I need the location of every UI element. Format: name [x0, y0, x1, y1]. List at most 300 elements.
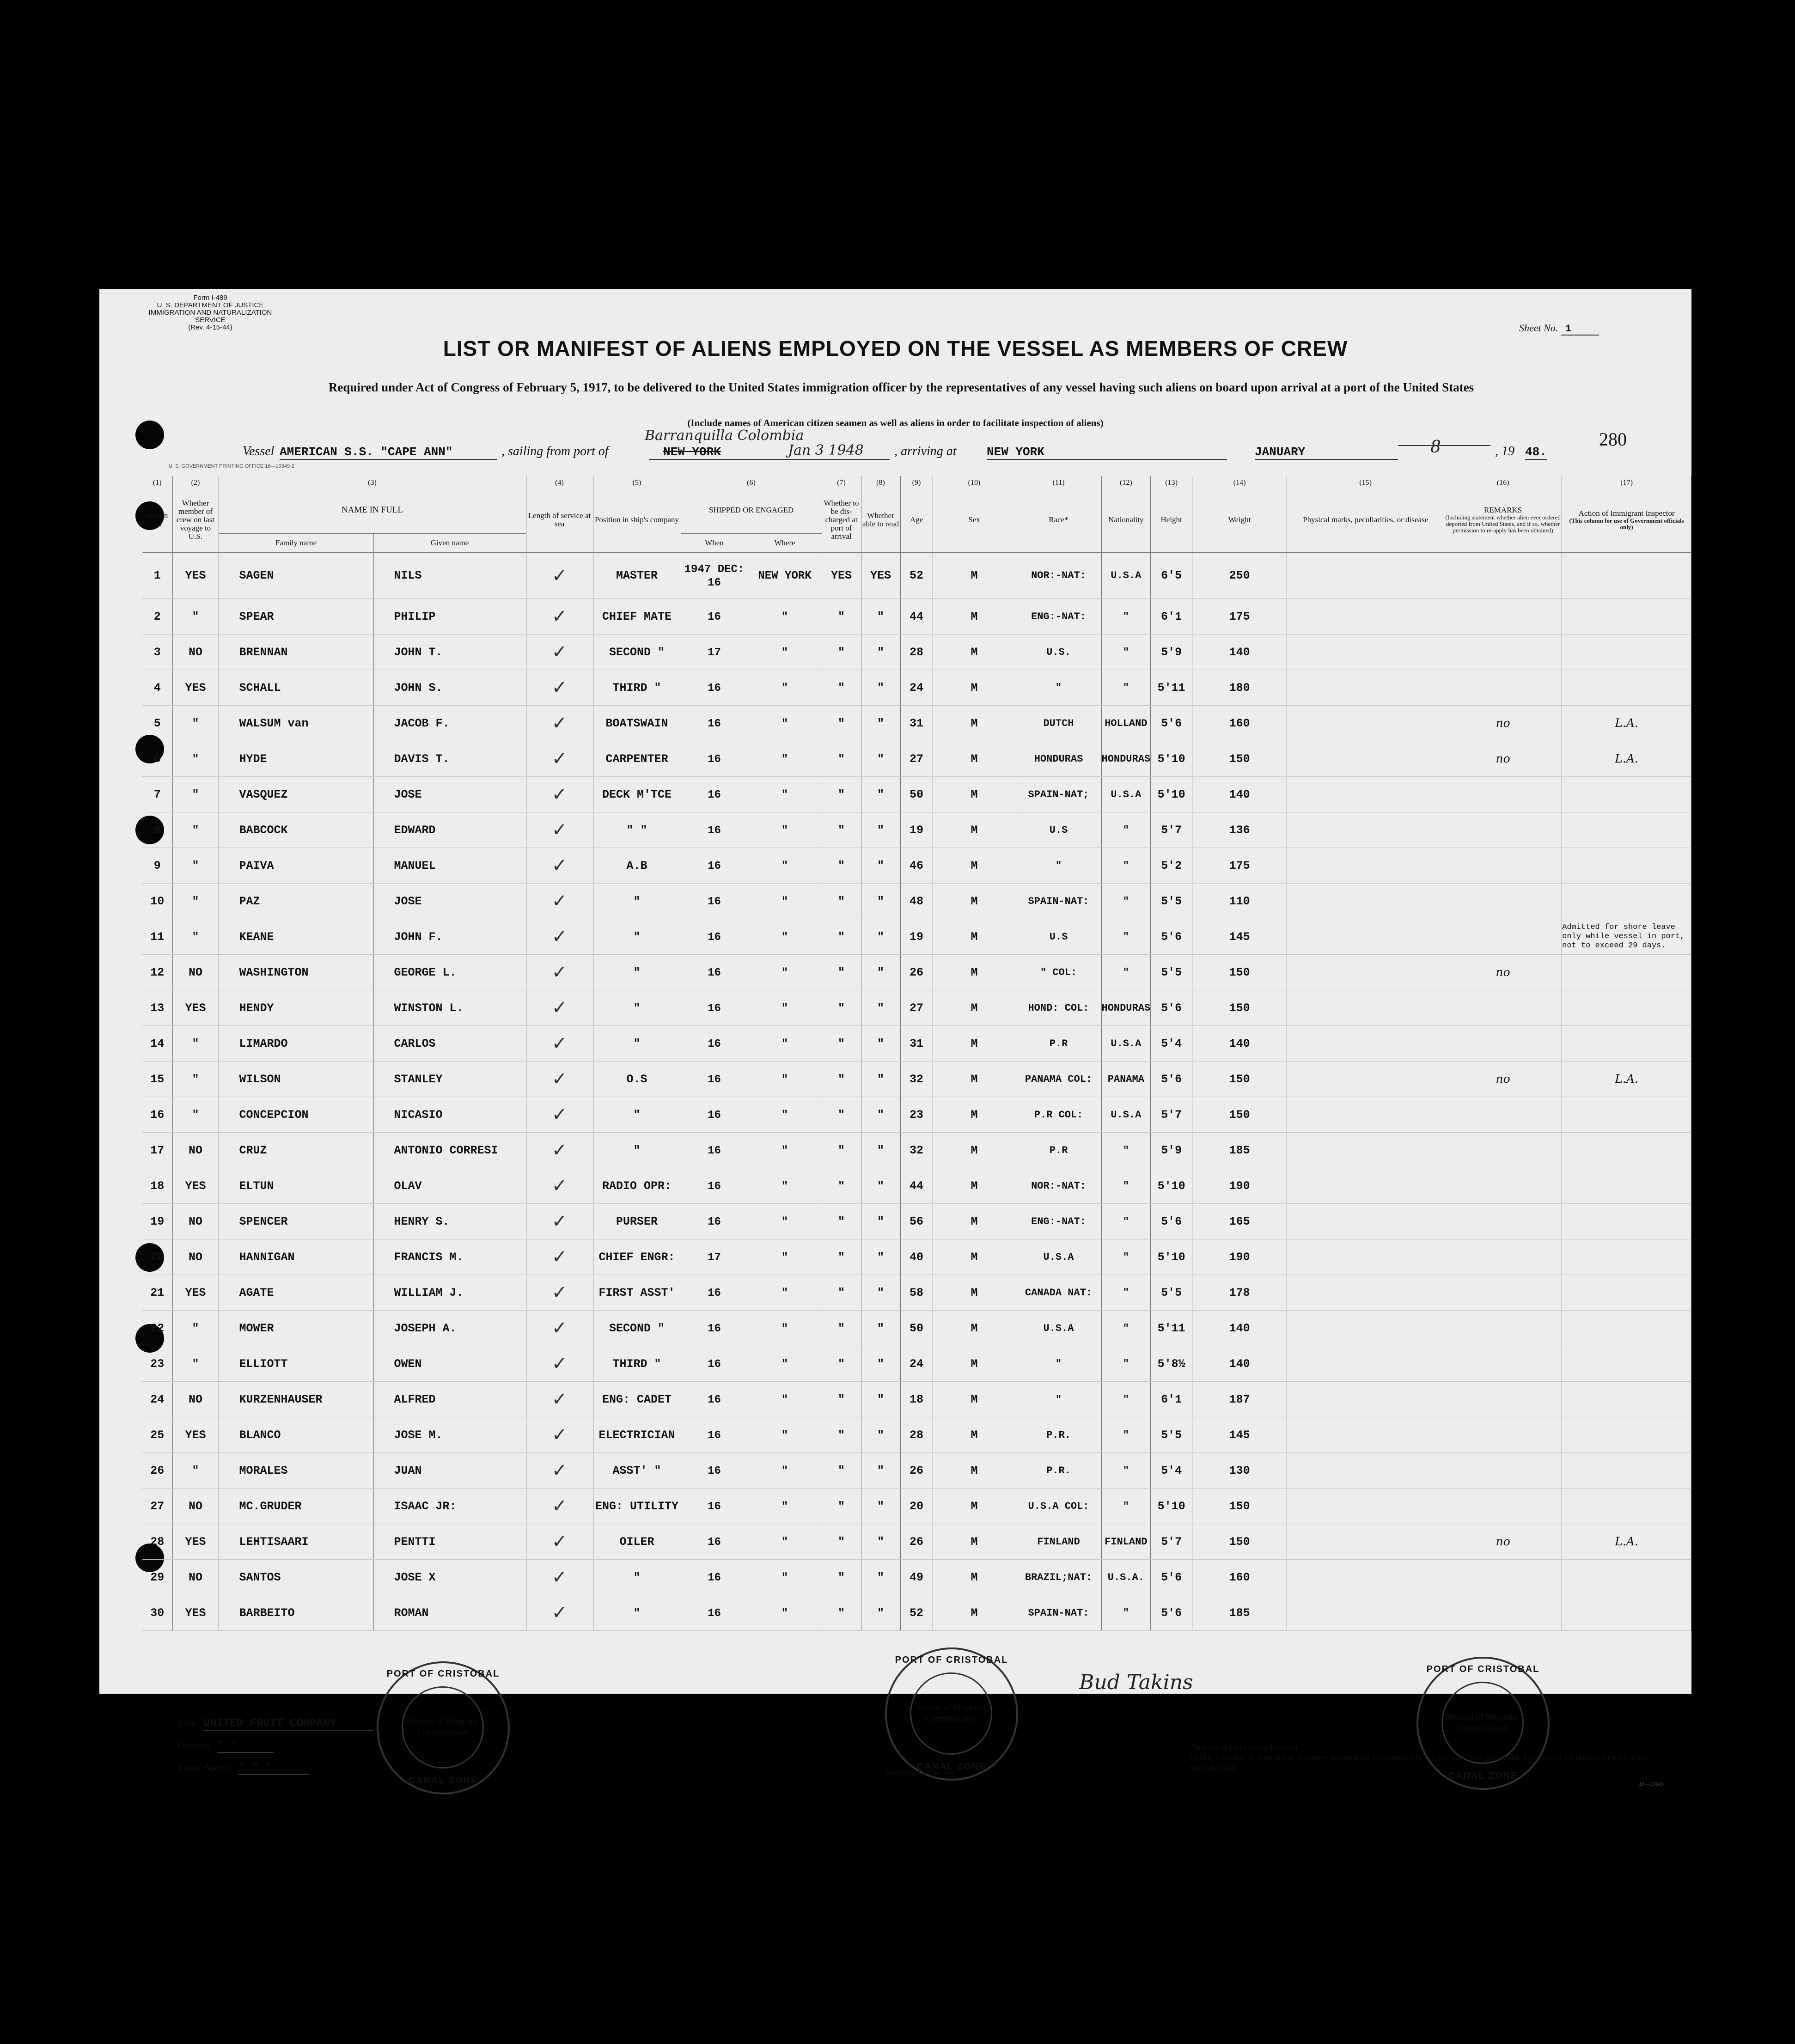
row-sex-text: M	[971, 1464, 978, 1477]
header-where: Where	[748, 534, 822, 553]
row-height	[1151, 777, 1192, 812]
check-mark-icon: ✓	[551, 677, 568, 698]
row-position-text: MASTER	[616, 569, 658, 582]
row-number	[142, 553, 172, 599]
row-given-name	[373, 1097, 526, 1133]
row-age-text: 58	[909, 1286, 923, 1300]
row-shipped-when	[681, 553, 748, 599]
row-shipped-when	[681, 955, 748, 990]
row-shipped-when	[681, 1346, 748, 1382]
row-height	[1151, 1275, 1192, 1311]
row-family-name-text: KEANE	[239, 930, 274, 944]
row-family-name	[219, 670, 373, 706]
row-physical	[1287, 1204, 1444, 1239]
row-position-text: "	[633, 1037, 641, 1050]
row-family-name	[219, 919, 373, 955]
vessel-label: Vessel	[243, 444, 275, 458]
row-remarks	[1444, 1204, 1562, 1239]
row-length-service	[526, 1453, 593, 1489]
row-age	[900, 1311, 933, 1346]
row-nationality-text: "	[1123, 1500, 1129, 1512]
row-position	[593, 1062, 681, 1097]
row-given-name-text: ISAAC JR:	[394, 1499, 457, 1513]
row-number-text: 14	[150, 1037, 165, 1050]
header-shipped-engaged: SHIPPED OR ENGAGED	[681, 487, 822, 534]
row-sex-text: M	[971, 1535, 978, 1549]
row-given-name	[373, 599, 526, 635]
row-length-service	[526, 599, 593, 635]
row-last-voyage	[172, 553, 219, 599]
row-age-text: 19	[909, 930, 923, 944]
row-weight-text: 187	[1229, 1392, 1250, 1406]
row-shipped-where	[748, 919, 822, 955]
row-height-text: 5'9	[1161, 1143, 1182, 1157]
row-action-text: Admitted for shore leave only while vessel in port, not to exceed 29 days.	[1562, 923, 1685, 950]
row-race	[1016, 1275, 1101, 1311]
row-discharged-text: "	[837, 1392, 845, 1406]
row-able-read-text: "	[877, 1179, 884, 1193]
row-given-name	[373, 1382, 526, 1417]
sheet-label: Sheet No.	[1519, 322, 1558, 334]
row-nationality-text: "	[1123, 1464, 1129, 1477]
row-given-name	[373, 777, 526, 812]
row-race	[1016, 1097, 1101, 1133]
row-discharged	[822, 1168, 861, 1204]
row-given-name-text: ALFRED	[394, 1392, 436, 1406]
row-age-text: 46	[909, 859, 923, 873]
row-shipped-when	[681, 670, 748, 706]
line-label: Line	[178, 1717, 196, 1728]
row-position	[593, 1524, 681, 1560]
row-shipped-where	[748, 741, 822, 777]
row-last-voyage-text: YES	[185, 681, 206, 695]
stamp-top: PORT OF CRISTOBAL	[895, 1655, 1008, 1665]
row-last-voyage-text: NO	[188, 1499, 202, 1513]
row-able-read	[861, 1239, 900, 1275]
check-mark-icon: ✓	[551, 1246, 568, 1268]
row-able-read	[861, 1133, 900, 1168]
row-age	[900, 1133, 933, 1168]
row-remarks	[1444, 1382, 1562, 1417]
row-race	[1016, 1204, 1101, 1239]
row-shipped-when-text: 16	[708, 860, 721, 873]
row-family-name-text: AGATE	[239, 1286, 274, 1300]
row-family-name	[219, 553, 373, 599]
row-shipped-when-text: 16	[708, 1536, 721, 1549]
row-action	[1562, 599, 1691, 635]
row-number-text: 8	[153, 823, 161, 837]
row-discharged	[822, 919, 861, 955]
row-shipped-where	[748, 1595, 822, 1631]
row-shipped-when	[681, 599, 748, 635]
row-height-text: 5'4	[1161, 1037, 1182, 1050]
row-weight	[1192, 1560, 1287, 1595]
row-age	[900, 1239, 933, 1275]
row-family-name-text: VASQUEZ	[239, 787, 288, 801]
row-given-name	[373, 635, 526, 670]
row-remarks	[1444, 1560, 1562, 1595]
row-last-voyage	[172, 1168, 219, 1204]
row-shipped-when	[681, 812, 748, 848]
row-nationality	[1101, 1133, 1151, 1168]
row-number-text: 5	[153, 716, 161, 730]
row-last-voyage	[172, 1346, 219, 1382]
table-row	[142, 1489, 1691, 1524]
row-sex-text: M	[971, 823, 978, 837]
row-shipped-where	[748, 1026, 822, 1062]
row-shipped-where-text: "	[781, 1464, 788, 1477]
footer-agents	[178, 1761, 309, 1774]
row-discharged-text: "	[837, 610, 845, 623]
row-number	[142, 1168, 172, 1204]
row-able-read	[861, 1560, 900, 1595]
row-given-name	[373, 884, 526, 919]
vessel-line	[243, 427, 1606, 463]
row-able-read-text: "	[877, 1357, 884, 1371]
row-shipped-where-text: "	[781, 860, 788, 873]
row-nationality-text: "	[1123, 860, 1129, 872]
row-race	[1016, 812, 1101, 848]
row-weight	[1192, 777, 1287, 812]
row-remarks	[1444, 1524, 1562, 1560]
row-height	[1151, 553, 1192, 599]
row-given-name	[373, 1168, 526, 1204]
signature: Bud Takins	[1079, 1671, 1193, 1694]
row-able-read	[861, 848, 900, 884]
row-length-service	[526, 1595, 593, 1631]
row-able-read	[861, 812, 900, 848]
row-remarks	[1444, 1489, 1562, 1524]
col-num: (14)	[1192, 476, 1287, 487]
row-given-name-text: STANLEY	[394, 1072, 443, 1086]
row-weight	[1192, 848, 1287, 884]
row-sex	[933, 1311, 1016, 1346]
row-age	[900, 812, 933, 848]
stamp-port-of-cristobal	[885, 1647, 1018, 1781]
row-given-name-text: ROMAN	[394, 1606, 429, 1620]
row-sex-text: M	[971, 569, 978, 582]
row-number	[142, 1239, 172, 1275]
row-age-text: 32	[909, 1072, 923, 1086]
row-shipped-when	[681, 848, 748, 884]
immigrant-inspector-label: Immigrant Inspector	[885, 1768, 954, 1777]
row-nationality	[1101, 1489, 1151, 1524]
row-remarks-text: no	[1496, 716, 1510, 730]
table-row	[142, 670, 1691, 706]
row-race	[1016, 777, 1101, 812]
row-given-name	[373, 1133, 526, 1168]
row-length-service	[526, 1168, 593, 1204]
row-sex-text: M	[971, 716, 978, 730]
row-age	[900, 635, 933, 670]
row-shipped-where-text: "	[781, 646, 788, 659]
row-physical	[1287, 1026, 1444, 1062]
row-weight-text: 145	[1229, 1428, 1250, 1442]
row-discharged-text: "	[837, 752, 845, 766]
row-number-text: 4	[153, 681, 161, 695]
header-no-on-list: No. on list	[142, 487, 172, 553]
row-given-name	[373, 1239, 526, 1275]
row-shipped-where	[748, 1417, 822, 1453]
row-shipped-where	[748, 706, 822, 741]
row-last-voyage-text: YES	[185, 1001, 206, 1015]
row-weight	[1192, 1311, 1287, 1346]
row-height-text: 5'7	[1161, 1108, 1182, 1122]
row-age-text: 50	[909, 1321, 923, 1335]
row-shipped-when-text: 16	[708, 1571, 721, 1584]
row-able-read	[861, 1097, 900, 1133]
row-shipped-where-text: "	[781, 1500, 788, 1513]
row-height-text: 6'1	[1161, 610, 1182, 623]
row-last-voyage	[172, 1489, 219, 1524]
check-mark-icon: ✓	[551, 926, 568, 947]
row-position-text: OILER	[619, 1535, 654, 1549]
row-shipped-where-text: "	[781, 717, 788, 730]
row-weight	[1192, 1239, 1287, 1275]
table-row	[142, 1524, 1691, 1560]
row-weight-text: 150	[1229, 965, 1250, 979]
row-shipped-when-text: 16	[708, 717, 721, 730]
row-weight-text: 185	[1229, 1606, 1250, 1620]
row-shipped-where	[748, 1524, 822, 1560]
table-row	[142, 1311, 1691, 1346]
row-position-text: SECOND "	[609, 645, 665, 659]
row-sex	[933, 1346, 1016, 1382]
row-able-read-text: "	[877, 1108, 884, 1122]
arrival-day-line	[1398, 445, 1490, 446]
row-shipped-where-text: "	[781, 1037, 788, 1050]
row-action	[1562, 919, 1691, 955]
row-height-text: 5'4	[1161, 1464, 1182, 1477]
row-shipped-when	[681, 1453, 748, 1489]
row-shipped-when	[681, 1133, 748, 1168]
row-number-text: 9	[153, 859, 161, 873]
row-weight-text: 190	[1229, 1179, 1250, 1193]
row-given-name	[373, 955, 526, 990]
row-sex	[933, 599, 1016, 635]
row-sex-text: M	[971, 859, 978, 873]
row-sex	[933, 1489, 1016, 1524]
row-shipped-when	[681, 1097, 748, 1133]
row-family-name	[219, 1417, 373, 1453]
row-family-name-text: SCHALL	[239, 681, 281, 695]
row-family-name	[219, 599, 373, 635]
row-sex-text: M	[971, 1357, 978, 1371]
row-age	[900, 1168, 933, 1204]
row-shipped-when-text: 1947 DEC: 16	[684, 563, 745, 589]
row-nationality-text: "	[1123, 1251, 1129, 1263]
row-age-text: 31	[909, 716, 923, 730]
row-able-read	[861, 990, 900, 1026]
row-shipped-when-text: 16	[708, 1500, 721, 1513]
row-shipped-where	[748, 1453, 822, 1489]
row-last-voyage	[172, 1026, 219, 1062]
row-shipped-when-text: 16	[708, 682, 721, 695]
row-last-voyage-text: NO	[188, 1392, 202, 1406]
row-weight-text: 160	[1229, 716, 1250, 730]
row-last-voyage	[172, 955, 219, 990]
row-shipped-when-text: 16	[708, 931, 721, 944]
row-sex-text: M	[971, 1499, 978, 1513]
stamp-port-of-cristobal	[377, 1661, 510, 1794]
row-shipped-where	[748, 1133, 822, 1168]
check-mark-icon: ✓	[551, 1033, 568, 1054]
row-height-text: 5'10	[1157, 787, 1185, 801]
row-race	[1016, 670, 1101, 706]
row-shipped-where-text: "	[781, 610, 788, 623]
table-row	[142, 1595, 1691, 1631]
row-physical	[1287, 741, 1444, 777]
row-last-voyage	[172, 670, 219, 706]
row-weight	[1192, 706, 1287, 741]
sailing-from-handwritten: Barranquilla Colombia	[645, 427, 804, 444]
row-shipped-where	[748, 599, 822, 635]
row-sex	[933, 1026, 1016, 1062]
row-race-text: HONDURAS	[1034, 753, 1083, 765]
row-physical	[1287, 1417, 1444, 1453]
row-physical	[1287, 1239, 1444, 1275]
table-row	[142, 990, 1691, 1026]
stamp-bottom: CANAL ZONE	[408, 1776, 478, 1786]
row-race-text: SPAIN-NAT:	[1028, 895, 1089, 907]
row-weight-text: 150	[1229, 1499, 1250, 1513]
row-given-name-text: FRANCIS M.	[394, 1250, 464, 1264]
row-sex	[933, 777, 1016, 812]
row-race-text: NOR:-NAT:	[1031, 570, 1086, 581]
row-action	[1562, 812, 1691, 848]
row-shipped-when-text: 16	[708, 753, 721, 766]
row-action	[1562, 884, 1691, 919]
row-action	[1562, 1168, 1691, 1204]
stamp-top: PORT OF CRISTOBAL	[1426, 1664, 1540, 1674]
row-family-name	[219, 1239, 373, 1275]
row-height	[1151, 706, 1192, 741]
row-given-name-text: HENRY S.	[394, 1214, 450, 1228]
row-race	[1016, 1417, 1101, 1453]
row-action	[1562, 635, 1691, 670]
row-remarks	[1444, 1026, 1562, 1062]
row-race-text: PANAMA COL:	[1025, 1073, 1093, 1085]
row-last-voyage	[172, 706, 219, 741]
row-nationality	[1101, 553, 1151, 599]
vessel-name: AMERICAN S.S. "CAPE ANN"	[280, 445, 497, 460]
row-able-read	[861, 553, 900, 599]
row-race-text: HOND: COL:	[1028, 1002, 1089, 1014]
row-remarks	[1444, 1595, 1562, 1631]
row-race	[1016, 848, 1101, 884]
row-discharged	[822, 1489, 861, 1524]
row-height	[1151, 670, 1192, 706]
row-given-name	[373, 706, 526, 741]
header-action-title: Action of Immigrant Inspector	[1578, 508, 1675, 518]
row-last-voyage	[172, 919, 219, 955]
row-family-name-text: LIMARDO	[239, 1037, 288, 1050]
row-physical	[1287, 635, 1444, 670]
row-race-text: P.R.	[1046, 1464, 1071, 1477]
row-age-text: 26	[909, 1464, 923, 1477]
row-last-voyage-text: "	[192, 1037, 199, 1050]
row-weight-text: 145	[1229, 930, 1250, 944]
row-sex-text: M	[971, 1250, 978, 1264]
row-discharged-text: "	[837, 1143, 845, 1157]
row-age-text: 28	[909, 1428, 923, 1442]
row-position	[593, 553, 681, 599]
row-discharged	[822, 553, 861, 599]
row-sex	[933, 919, 1016, 955]
row-race-text: P.R	[1049, 1144, 1068, 1156]
table-row	[142, 1026, 1691, 1062]
row-given-name	[373, 553, 526, 599]
row-shipped-when	[681, 1168, 748, 1204]
sailing-from-struck: NEW YORK	[663, 445, 721, 459]
row-given-name-text: JOHN T.	[394, 645, 443, 659]
row-number-text: 29	[150, 1570, 165, 1584]
row-remarks	[1444, 955, 1562, 990]
row-remarks	[1444, 777, 1562, 812]
row-race-text: P.R.	[1046, 1429, 1071, 1441]
row-family-name	[219, 1560, 373, 1595]
row-family-name	[219, 1524, 373, 1560]
row-action	[1562, 706, 1691, 741]
row-length-service	[526, 777, 593, 812]
row-last-voyage-text: YES	[185, 569, 206, 582]
row-discharged-text: "	[837, 1001, 845, 1015]
row-position	[593, 1311, 681, 1346]
header-family-name: Family name	[219, 534, 373, 553]
row-shipped-where-text: "	[781, 1180, 788, 1193]
row-last-voyage	[172, 1524, 219, 1560]
table-row	[142, 599, 1691, 635]
row-number	[142, 955, 172, 990]
row-last-voyage-text: NO	[188, 1214, 202, 1228]
row-given-name-text: CARLOS	[394, 1037, 436, 1050]
row-race	[1016, 1239, 1101, 1275]
row-height-text: 5'6	[1161, 716, 1182, 730]
col-num: (13)	[1151, 476, 1192, 487]
row-nationality-text: "	[1123, 1180, 1129, 1192]
row-given-name	[373, 1524, 526, 1560]
row-shipped-when-text: 16	[708, 788, 721, 801]
row-nationality-text: HONDURAS	[1101, 753, 1151, 765]
row-shipped-when	[681, 1204, 748, 1239]
row-position-text: O.S	[626, 1072, 647, 1086]
row-discharged-text: "	[837, 1499, 845, 1513]
row-shipped-where-text: "	[781, 1002, 788, 1015]
row-height	[1151, 848, 1192, 884]
row-height	[1151, 1489, 1192, 1524]
header-discharged: Whether to be dis-charged at port of arrival	[822, 487, 861, 553]
row-shipped-where-text: "	[781, 1287, 788, 1300]
row-race-text: "	[1055, 860, 1062, 872]
row-age	[900, 1062, 933, 1097]
row-last-voyage	[172, 1097, 219, 1133]
row-race-text: P.R	[1049, 1037, 1068, 1049]
row-physical	[1287, 1168, 1444, 1204]
row-race-text: U.S.A	[1043, 1251, 1074, 1263]
row-number	[142, 670, 172, 706]
row-length-service	[526, 1239, 593, 1275]
row-given-name-text: JOSE	[394, 894, 422, 908]
row-race-text: DUTCH	[1043, 717, 1074, 729]
row-action	[1562, 1026, 1691, 1062]
row-weight-text: 160	[1229, 1570, 1250, 1584]
row-race-text: NOR:-NAT:	[1031, 1180, 1086, 1192]
row-shipped-where-text: "	[781, 1215, 788, 1228]
row-position	[593, 741, 681, 777]
row-sex	[933, 848, 1016, 884]
row-race	[1016, 1026, 1101, 1062]
row-height	[1151, 741, 1192, 777]
